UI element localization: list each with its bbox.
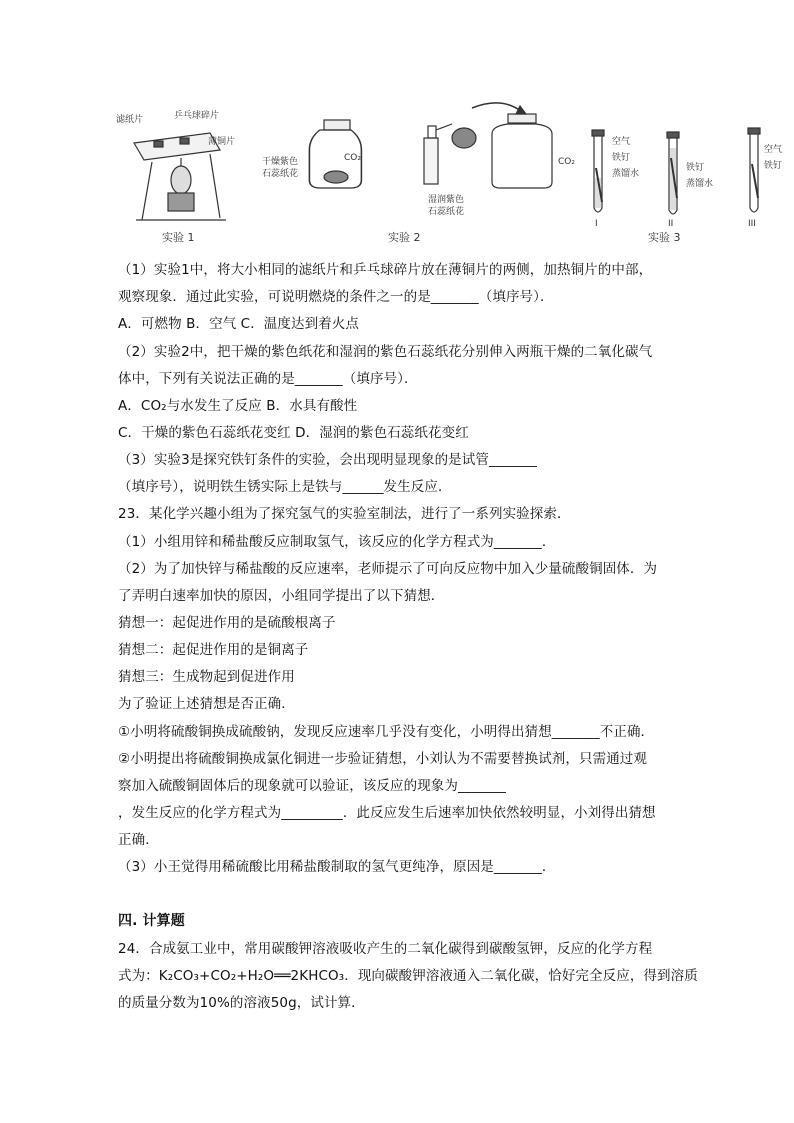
text-line: （2）实验2中，把干燥的紫色纸花和湿润的紫色石蕊纸花分别伸入两瓶干燥的二氧化碳气 <box>118 344 653 360</box>
label-nail-2: 铁钉 <box>686 163 705 173</box>
question-24: 24．合成氨工业中，常用碳酸钾溶液吸收产生的二氧化碳得到碳酸氢钾，反应的化学方程 <box>118 941 653 957</box>
label-co2-a: CO₂ <box>344 153 361 163</box>
text-line: 了弄明白速率加快的原因，小组同学提出了以下猜想． <box>118 588 445 604</box>
text-line: （3）实验3是探究铁钉条件的实验，会出现明显现象的是试管_______ <box>118 452 537 468</box>
label-nail-1: 铁钉 <box>612 153 631 163</box>
experiment-2-apparatus <box>309 103 552 188</box>
caption-exp2: 实验 2 <box>388 231 421 244</box>
tube-label-2: II <box>668 219 674 229</box>
caption-exp3: 实验 3 <box>648 231 681 244</box>
option-line: A．CO₂与水发生了反应 B．水具有酸性 <box>118 398 358 414</box>
label-wet: 湿润紫色 <box>428 195 465 205</box>
text-line: 式为：K₂CO₃+CO₂+H₂O══2KHCO₃．现向碳酸钾溶液通入二氧化碳，恰好完全反应，得到溶质 <box>118 968 698 984</box>
label-wet2: 石蕊纸花 <box>428 207 465 217</box>
label-copper: 薄铜片 <box>208 137 236 147</box>
text-line: 观察现象．通过此实验，可说明燃烧的条件之一的是_______（填序号）． <box>118 289 554 305</box>
tube-label-1: I <box>595 219 598 229</box>
hypothesis-3: 猜想三：生成物起到促进作用 <box>118 669 295 685</box>
label-pingpong: 乒乓球碎片 <box>174 111 220 121</box>
label-water-1: 蒸馏水 <box>612 169 640 179</box>
text-line: ，发生反应的化学方程式为_________．此反应发生后速率加快依然较明显，小刘得出猜想 <box>118 805 656 821</box>
text-line: 的质量分数为10%的溶液50g，试计算． <box>118 995 365 1011</box>
label-filter-paper: 滤纸片 <box>116 115 144 125</box>
section-title: 四. 计算题 <box>118 913 185 929</box>
label-co2-b: CO₂ <box>558 157 575 167</box>
label-water-2: 蒸馏水 <box>686 179 714 189</box>
text-line: 正确． <box>118 832 159 848</box>
hypothesis-1: 猜想一：起促进作用的是硫酸根离子 <box>118 615 336 631</box>
hypothesis-2: 猜想二：起促进作用的是铜离子 <box>118 642 309 658</box>
label-nail-3: 铁钉 <box>764 161 783 171</box>
label-air-1: 空气 <box>612 137 631 147</box>
text-line: （填序号），说明铁生锈实际上是铁与______发生反应． <box>118 479 452 495</box>
option-line: C．干燥的紫色石蕊纸花变红 D．湿润的紫色石蕊纸花变红 <box>118 425 469 441</box>
text-line: （2）为了加快锌与稀盐酸的反应速率，老师提示了可向反应物中加入少量硫酸铜固体．为 <box>118 561 658 577</box>
text-line: （1）小组用锌和稀盐酸反应制取氢气，该反应的化学方程式为_______． <box>118 534 556 550</box>
label-air-3: 空气 <box>764 145 783 155</box>
question-23: 23．某化学兴趣小组为了探究氢气的实验室制法，进行了一系列实验探索． <box>118 506 571 522</box>
experiment-figure <box>112 98 792 250</box>
text-line: ①小明将硫酸铜换成硫酸钠，发现反应速率几乎没有变化，小明得出猜想_______不正确． <box>118 724 655 740</box>
label-dry: 干燥紫色 <box>262 157 299 167</box>
label-dry2: 石蕊纸花 <box>262 169 299 179</box>
tube-label-3: III <box>748 219 756 229</box>
text-line: ②小明提出将硫酸铜换成氯化铜进一步验证猜想，小刘认为不需要替换试剂，只需通过观 <box>118 751 648 767</box>
caption-exp1: 实验 1 <box>162 231 195 244</box>
text-line: （3）小王觉得用稀硫酸比用稀盐酸制取的氢气更纯净，原因是_______． <box>118 859 556 875</box>
text-line: 为了验证上述猜想是否正确． <box>118 696 295 712</box>
text-line: 体中，下列有关说法正确的是_______（填序号）． <box>118 371 418 387</box>
text-line: 察加入硫酸铜固体后的现象就可以验证，该反应的现象为_______ <box>118 778 506 794</box>
text-line: （1）实验1中，将大小相同的滤纸片和乒乓球碎片放在薄铜片的两侧，加热铜片的中部， <box>118 262 653 278</box>
text-line: A．可燃物 B．空气 C．温度达到着火点 <box>118 316 360 332</box>
